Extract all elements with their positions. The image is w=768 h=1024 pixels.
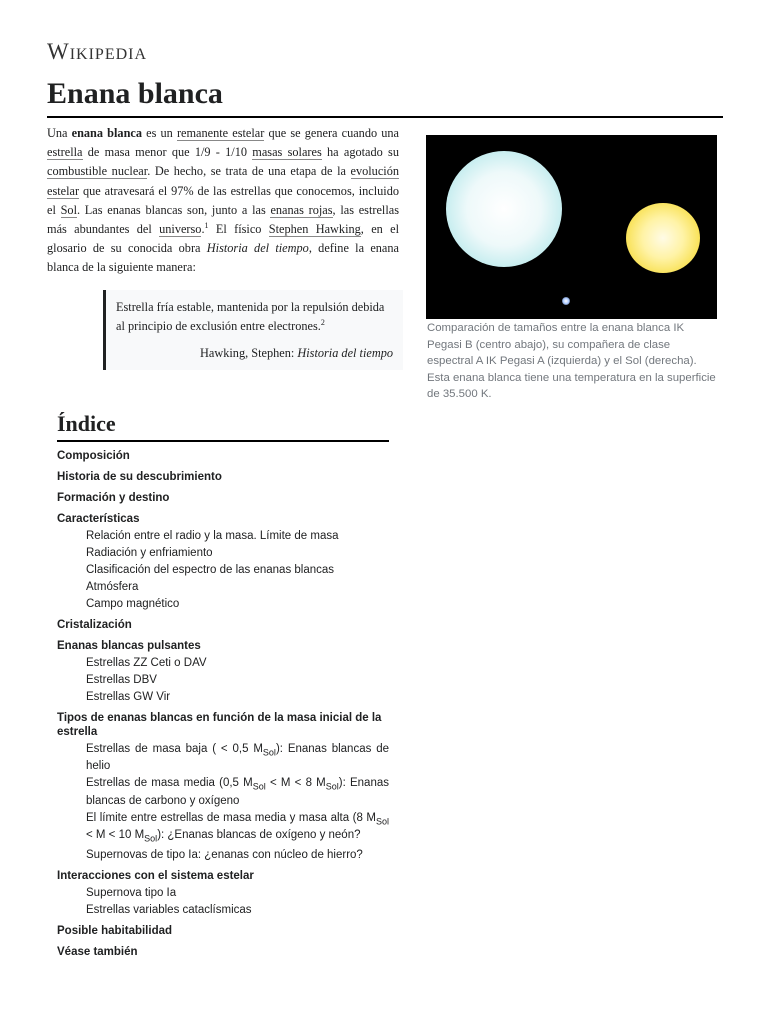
intro-italic[interactable]: Historia del tiempo xyxy=(206,241,309,256)
toc-item[interactable]: Interacciones con el sistema estelar xyxy=(57,870,254,883)
intro-text: El físico xyxy=(208,222,269,237)
toc-item[interactable]: Cristalización xyxy=(57,619,132,631)
subscript: Sol xyxy=(325,781,339,792)
quote-work[interactable]: Historia del tiempo xyxy=(297,346,393,360)
toc-item[interactable]: Características xyxy=(57,513,140,525)
page-title: Enana blanca xyxy=(47,76,723,118)
wikipedia-logo-text xyxy=(47,40,167,64)
subscript: Sol xyxy=(262,747,276,758)
toc-subitem[interactable]: Relación entre el radio y la masa. Límite de masa xyxy=(86,530,339,542)
blockquote xyxy=(103,290,403,370)
toc-subitem[interactable]: Estrellas ZZ Ceti o DAV xyxy=(86,657,207,669)
table-of-contents xyxy=(57,410,389,959)
intro-link[interactable]: combustible nuclear xyxy=(47,164,148,179)
toc-item[interactable]: Véase también xyxy=(57,946,138,959)
toc-label-part: Estrellas de masa media (0,5 M xyxy=(86,777,253,790)
intro-paragraph xyxy=(47,124,399,278)
toc-label-part: ): Enanas blancas de helio xyxy=(86,743,389,773)
star-comparison-image[interactable] xyxy=(426,135,717,319)
toc-label-part: ): ¿Enanas blancas de oxígeno y neón? xyxy=(157,828,361,841)
subscript: Sol xyxy=(144,833,158,844)
wordmark-text: Wikipedia xyxy=(47,40,148,64)
intro-link[interactable]: masas solares xyxy=(252,145,322,160)
figure-caption: Comparación de tamaños entre la enana blanca IK Pegasi B (centro abajo), su compañera de clase espectral A IK Pegasi A (izquierda) y el Sol (derecha). Esta enana blanca tiene una temperatura en la superficie de 35.500 K. xyxy=(427,322,716,401)
intro-text: que se genera cuando una xyxy=(264,126,400,140)
intro-link[interactable]: universo xyxy=(159,222,202,237)
toc-label-part: < M < 10 M xyxy=(86,828,145,841)
toc-title: Índice xyxy=(57,410,389,442)
intro-text: . Las enanas blancas son, junto a las xyxy=(77,202,271,217)
toc-item[interactable]: Composición xyxy=(57,450,130,462)
quote-text-block xyxy=(116,298,393,336)
intro-link[interactable]: remanente estelar xyxy=(176,126,265,140)
intro-text: , las estrellas más abundantes del xyxy=(47,202,399,237)
quote-text: Estrella fría estable, mantenida por la repulsión debida al principio de exclusión entre electrones. xyxy=(116,300,385,333)
toc-subitem[interactable]: Clasificación del espectro de las enanas blancas xyxy=(86,564,335,576)
ik-pegasi-b-white-dwarf xyxy=(562,297,570,305)
wikipedia-wordmark[interactable] xyxy=(47,40,167,70)
toc-subitem[interactable]: Campo magnético xyxy=(86,598,180,610)
toc-subitem[interactable]: Atmósfera xyxy=(86,581,139,593)
toc-subitem[interactable]: Estrellas GW Vir xyxy=(86,691,171,703)
subscript: Sol xyxy=(375,815,389,826)
intro-text: es un xyxy=(142,126,177,140)
toc-label-part: < M < 8 M xyxy=(265,777,326,790)
intro-text: de masa menor que 1/9 - 1/10 xyxy=(82,145,253,160)
intro-text: que atravesará el 97% de las estrellas que conocemos, incluido el xyxy=(47,183,399,217)
intro-link[interactable]: enanas rojas xyxy=(270,202,333,217)
intro-link[interactable]: evolución estelar xyxy=(47,164,400,198)
ik-pegasi-a-star xyxy=(446,151,562,267)
intro-text: , define la enana blanca de la siguiente manera: xyxy=(47,241,399,275)
intro-text: , en el glosario de su conocida obra xyxy=(47,222,399,256)
intro-link[interactable]: Sol xyxy=(60,202,77,217)
toc-list xyxy=(57,449,389,959)
toc-item[interactable]: Tipos de enanas blancas en función de la masa inicial de la estrella xyxy=(57,712,382,738)
toc-label-part: El límite entre estrellas de masa media y masa alta (8 M xyxy=(86,811,376,824)
reference-2[interactable]: 2 xyxy=(320,317,325,327)
toc-subitem[interactable]: Estrellas DBV xyxy=(86,674,157,686)
toc-item[interactable]: Enanas blancas pulsantes xyxy=(57,640,201,652)
toc-item[interactable]: Historia de su descubrimiento xyxy=(57,471,222,483)
toc-label-part: Estrellas de masa baja ( < 0,5 M xyxy=(86,743,263,755)
toc-subitem[interactable]: Radiación y enfriamiento xyxy=(86,547,213,559)
toc-subitem[interactable] xyxy=(57,776,389,807)
toc-subitem[interactable] xyxy=(57,742,389,773)
toc-subitem[interactable]: Supernovas de tipo Ia: ¿enanas con núcleo de hierro? xyxy=(86,849,363,862)
toc-item[interactable]: Formación y destino xyxy=(57,492,170,504)
intro-text: . xyxy=(201,222,205,237)
toc-subitem[interactable]: Estrellas variables cataclísmicas xyxy=(86,904,252,917)
intro-text: . De hecho, se trata de una etapa de la xyxy=(147,164,351,179)
reference-1[interactable]: 1 xyxy=(204,220,209,230)
intro-text: Una xyxy=(47,126,72,140)
toc-subitem[interactable]: Supernova tipo Ia xyxy=(86,887,177,900)
toc-subitem[interactable] xyxy=(57,811,389,846)
intro-bold: enana blanca xyxy=(71,126,143,140)
intro-link[interactable]: Stephen Hawking xyxy=(268,222,361,237)
intro-link[interactable]: estrella xyxy=(47,145,83,160)
toc-label-part: ): Enanas blancas de carbono y oxígeno xyxy=(86,777,389,807)
subscript: Sol xyxy=(252,781,266,792)
quote-author: Hawking, Stephen: xyxy=(200,346,298,360)
intro-text: ha agotado su xyxy=(321,145,399,160)
sun-star xyxy=(626,203,700,273)
quote-citation xyxy=(116,344,393,363)
toc-item[interactable]: Posible habitabilidad xyxy=(57,925,173,938)
